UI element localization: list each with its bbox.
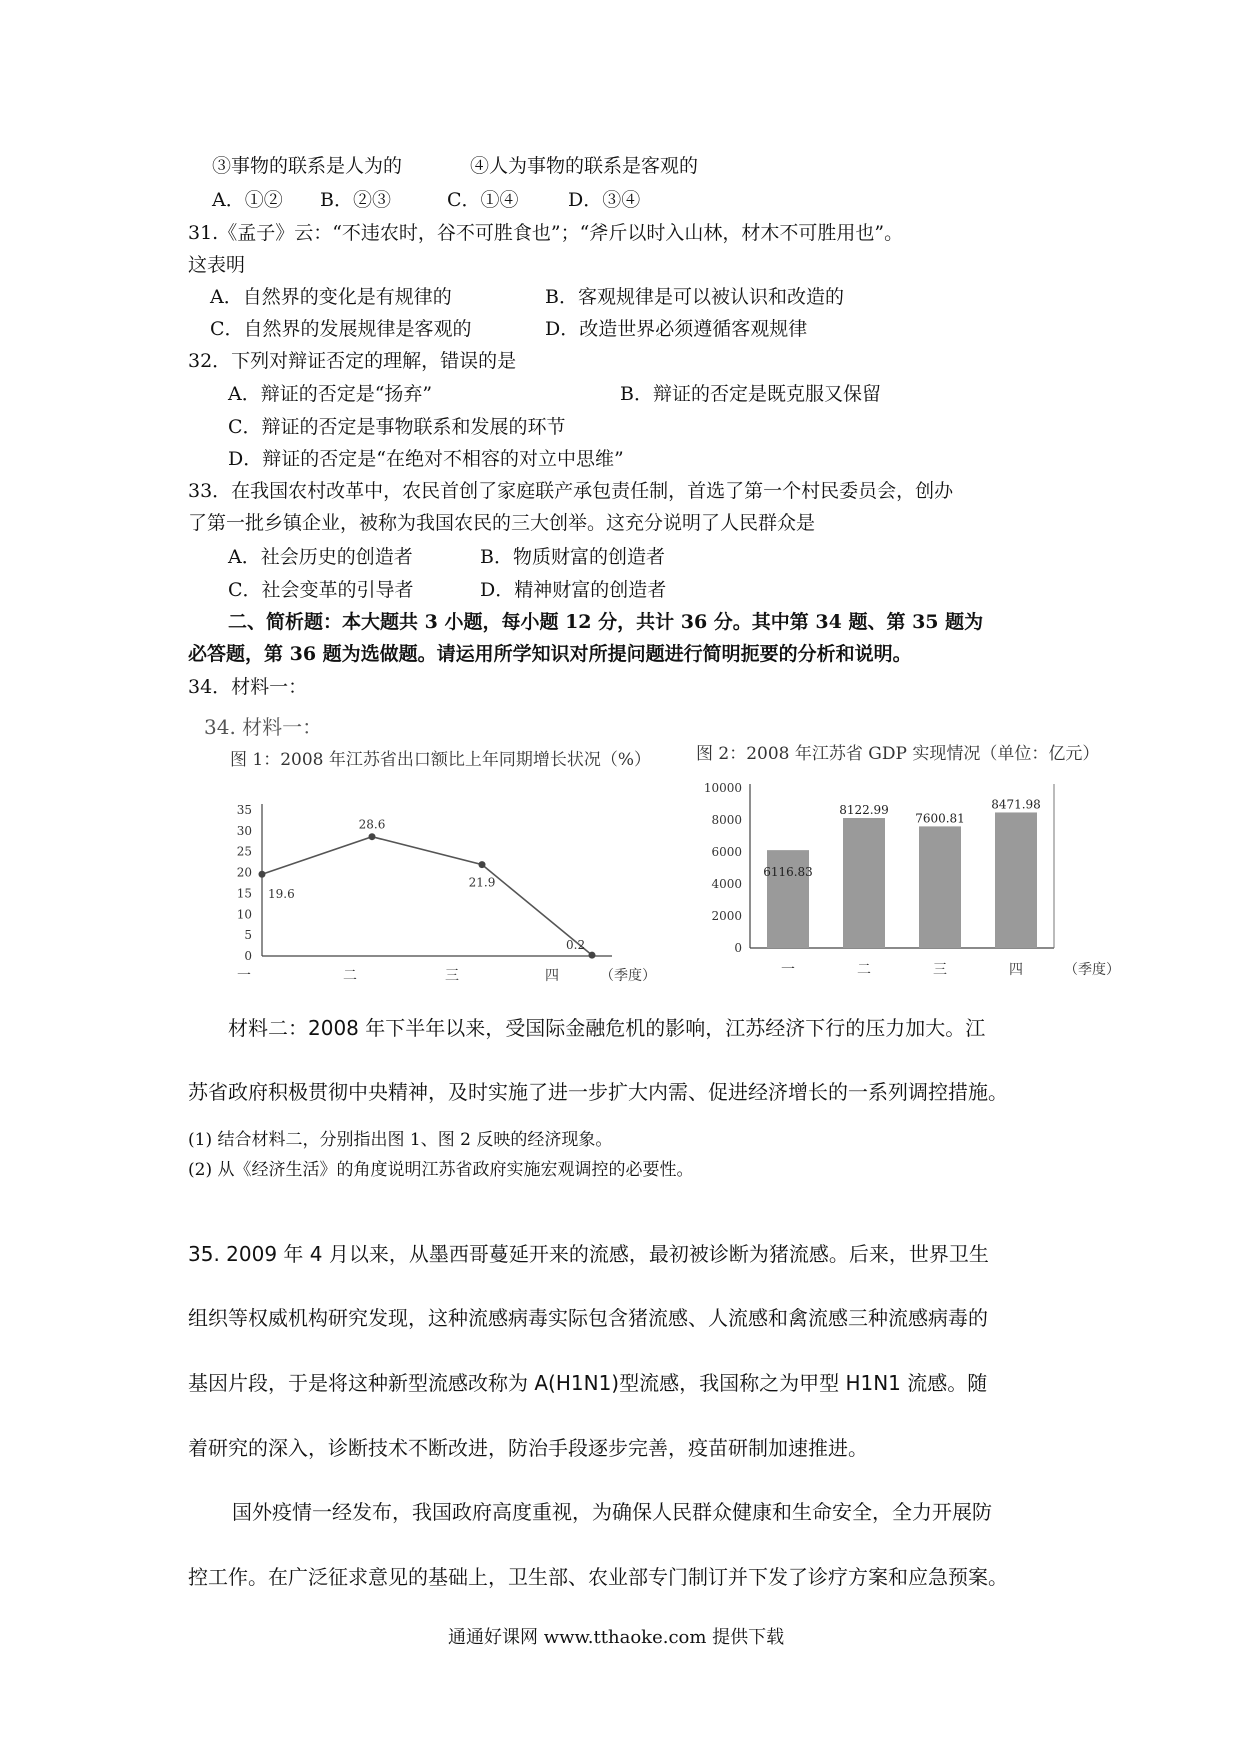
chart-2-y-tick-label: 0 — [734, 941, 742, 955]
q31-option-d: D．改造世界必须遵循客观规律 — [545, 318, 808, 340]
chart-2-x-tick-label: 三 — [933, 962, 947, 978]
q32-stem: 32．下列对辩证否定的理解，错误的是 — [188, 350, 517, 372]
chart-1-data-label: 0.2 — [566, 938, 586, 953]
q35-line-2: 组织等权威机构研究发现，这种流感病毒实际包含猪流感、人流感和禽流感三种流感病毒的 — [188, 1306, 988, 1330]
q33-option-c: C．社会变革的引导者 — [228, 579, 414, 601]
q35-line-3: 基因片段，于是将这种新型流感改称为 A(H1N1)型流感，我国称之为甲型 H1N1 流感。随 — [188, 1371, 988, 1395]
chart-2-bar — [919, 826, 961, 948]
q31-stem-cont: 这表明 — [188, 254, 246, 276]
q30-option-d: D．③④ — [568, 189, 641, 211]
chart-1-x-tick-label: 二 — [343, 968, 357, 984]
chart-1-x-tick-label: 四 — [545, 968, 559, 984]
chart-2-data-label: 7600.81 — [915, 811, 965, 826]
chart-1-title: 图 1：2008 年江苏省出口额比上年同期增长状况（%） — [230, 750, 652, 770]
q35-line-5: 国外疫情一经发布，我国政府高度重视，为确保人民群众健康和生命安全，全力开展防 — [232, 1500, 992, 1524]
q30-statement-3: ③事物的联系是人为的 — [212, 155, 403, 177]
chart-1-plot — [222, 748, 684, 988]
section2-heading-line1: 二、简析题：本大题共 3 小题，每小题 12 分，共计 36 分。其中第 34 题、第 35 题为 — [228, 611, 984, 633]
chart-2-y-tick-label: 2000 — [711, 909, 742, 923]
chart-2-x-axis-unit: （季度） — [1064, 962, 1120, 978]
chart-1-y-tick-label: 5 — [244, 928, 252, 943]
chart-1-y-tick-label: 20 — [236, 865, 252, 880]
chart-2-data-label: 8122.99 — [839, 803, 889, 818]
q33-option-b: B．物质财富的创造者 — [480, 546, 665, 568]
chart-1-point — [589, 952, 596, 959]
q33-stem-cont: 了第一批乡镇企业，被称为我国农民的三大创举。这充分说明了人民群众是 — [188, 512, 816, 534]
q30-option-a: A．①② — [212, 189, 283, 211]
chart-2-x-tick-label: 四 — [1009, 962, 1023, 978]
q31-option-a: A．自然界的变化是有规律的 — [210, 286, 452, 308]
q34-subquestion-2: (2) 从《经济生活》的角度说明江苏省政府实施宏观调控的必要性。 — [188, 1160, 694, 1180]
chart-2-gdp — [696, 742, 1120, 988]
chart-1-point — [259, 871, 266, 878]
chart-1-y-tick-label: 35 — [236, 803, 252, 817]
chart-1-data-label: 28.6 — [358, 817, 386, 832]
chart-1-y-tick-label: 0 — [244, 949, 252, 963]
chart-1-y-tick-label: 15 — [236, 886, 252, 901]
chart-2-y-tick-label: 6000 — [711, 845, 742, 859]
chart-2-title: 图 2：2008 年江苏省 GDP 实现情况（单位：亿元） — [696, 744, 1100, 764]
q33-stem: 33．在我国农村改革中，农民首创了家庭联产承包责任制，首选了第一个村民委员会，创办 — [188, 480, 954, 502]
chart-2-plot — [696, 742, 1120, 988]
section2-heading-line2: 必答题，第 36 题为选做题。请运用所学知识对所提问题进行简明扼要的分析和说明。 — [188, 643, 912, 665]
chart-1-x-tick-label: 三 — [445, 968, 459, 984]
q34-label: 34．材料一： — [188, 676, 308, 698]
q33-option-d: D．精神财富的创造者 — [480, 579, 667, 601]
q35-line-1: 35. 2009 年 4 月以来，从墨西哥蔓延开来的流感，最初被诊断为猪流感。后来，世界卫生 — [188, 1242, 989, 1266]
q34-material2-line2: 苏省政府积极贯彻中央精神，及时实施了进一步扩大内需、促进经济增长的一系列调控措施。 — [188, 1080, 1008, 1104]
q34-material2-line1: 材料二：2008 年下半年以来，受国际金融危机的影响，江苏经济下行的压力加大。江 — [228, 1016, 986, 1040]
chart-2-bar — [995, 812, 1037, 948]
q32-option-a: A．辩证的否定是“扬弃” — [228, 383, 433, 405]
chart-1-x-axis-unit: （季度） — [600, 968, 656, 984]
chart-2-x-tick-label: 一 — [781, 962, 795, 978]
chart-1-y-tick-label: 25 — [236, 844, 252, 859]
chart-2-data-label: 6116.83 — [763, 865, 813, 880]
chart-2-data-label: 8471.98 — [991, 797, 1041, 812]
footer: 通通好课网 www.tthaoke.com 提供下载 — [448, 1627, 785, 1648]
chart-2-y-tick-label: 10000 — [703, 781, 742, 795]
chart-1-series-line — [262, 837, 592, 955]
q30-option-c: C．①④ — [447, 189, 519, 211]
q31-option-b: B．客观规律是可以被认识和改造的 — [545, 286, 844, 308]
q34-subquestion-1: (1) 结合材料二，分别指出图 1、图 2 反映的经济现象。 — [188, 1130, 613, 1150]
q35-line-4: 着研究的深入，诊断技术不断改进，防治手段逐步完善，疫苗研制加速推进。 — [188, 1436, 868, 1460]
chart-1-point — [369, 833, 376, 840]
q33-option-a: A．社会历史的创造者 — [228, 546, 413, 568]
q32-option-d: D．辩证的否定是“在绝对不相容的对立中思维” — [228, 448, 624, 470]
chart-1-data-label: 19.6 — [268, 887, 295, 902]
q30-option-b: B．②③ — [320, 189, 391, 211]
q32-option-c: C．辩证的否定是事物联系和发展的环节 — [228, 416, 566, 438]
chart-1-export-growth — [222, 748, 684, 988]
chart-2-y-tick-label: 8000 — [711, 813, 742, 827]
chart-2-bar — [843, 818, 885, 948]
chart-1-y-tick-label: 30 — [236, 823, 252, 838]
chart-1-point — [479, 861, 486, 868]
chart-1-y-tick-label: 10 — [236, 907, 252, 922]
q30-statement-4: ④人为事物的联系是客观的 — [470, 155, 699, 177]
chart-1-x-tick-label: 一 — [237, 968, 251, 984]
q31-option-c: C．自然界的发展规律是客观的 — [210, 318, 472, 340]
q35-line-6: 控工作。在广泛征求意见的基础上，卫生部、农业部专门制订并下发了诊疗方案和应急预案。 — [188, 1565, 1008, 1589]
q34-image-label: 34. 材料一： — [204, 715, 323, 739]
q31-stem: 31.《孟子》云：“不违农时，谷不可胜食也”；“斧斤以时入山林，材木不可胜用也”。 — [188, 222, 904, 244]
chart-2-y-tick-label: 4000 — [711, 877, 742, 891]
q32-option-b: B．辩证的否定是既克服又保留 — [620, 383, 881, 405]
chart-2-x-tick-label: 二 — [857, 962, 871, 978]
chart-1-data-label: 21.9 — [468, 875, 496, 890]
